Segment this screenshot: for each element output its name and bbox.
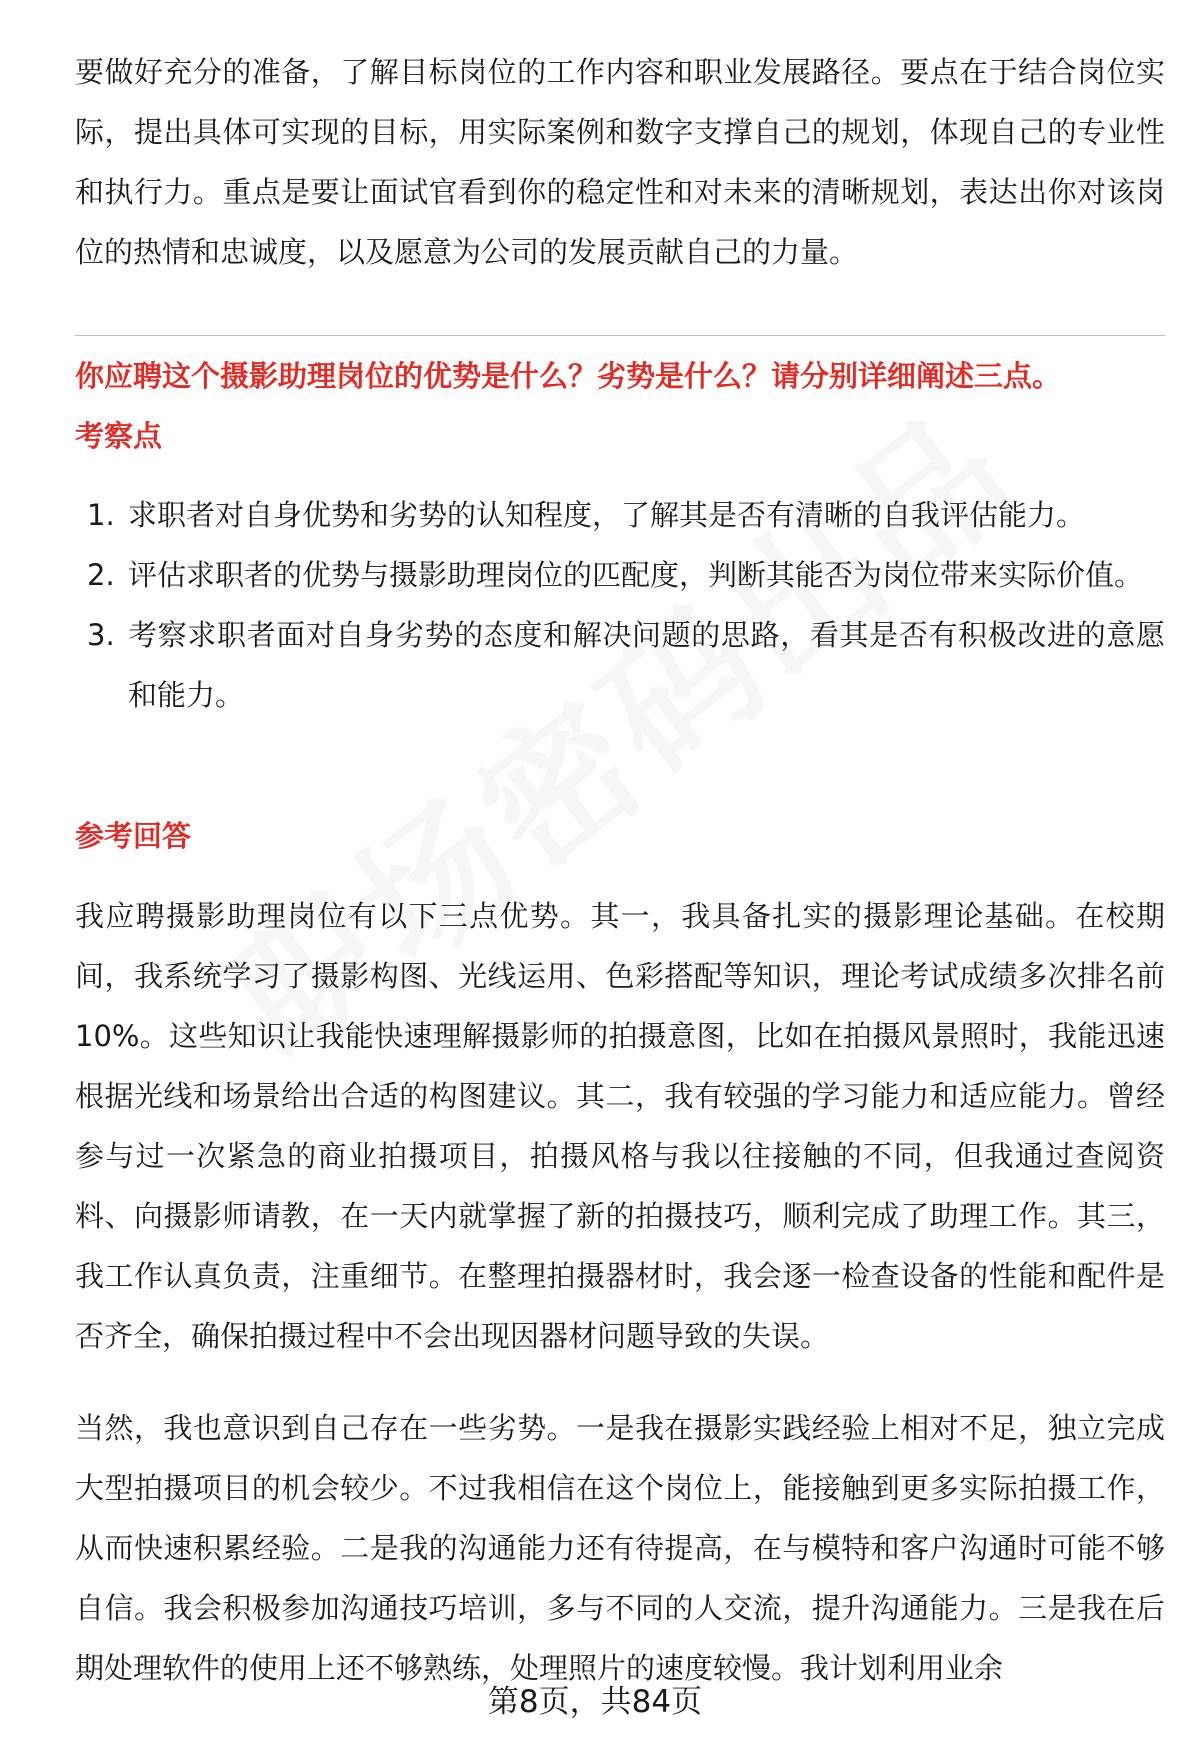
list-item-text: 评估求职者的优势与摄影助理岗位的匹配度，判断其能否为岗位带来实际价值。 <box>128 558 1144 592</box>
list-item <box>75 605 1165 725</box>
page-number: 第8页，共84页 <box>487 1684 703 1720</box>
question-heading: 你应聘这个摄影助理岗位的优势是什么？劣势是什么？请分别详细阐述三点。 <box>75 359 1062 393</box>
section-divider <box>75 335 1165 336</box>
list-item <box>75 545 1165 605</box>
answer-paragraph-weaknesses: 当然，我也意识到自己存在一些劣势。一是我在摄影实践经验上相对不足，独立完成大型拍摄项目的机会较少。不过我相信在这个岗位上，能接触到更多实际拍摄工作，从而快速积累经验。二是我的沟通能力还有待提高，在与模特和客户沟通时可能不够自信。我会积极参加沟通技巧培训，多与不同的人交流，提升沟通能力。三是我在后期处理软件的使用上还不够熟练，处理照片的速度较慢。我计划利用业余 <box>75 1411 1165 1685</box>
list-item-text: 求职者对自身优势和劣势的认知程度，了解其是否有清晰的自我评估能力。 <box>128 498 1086 532</box>
examination-title: 考察点 <box>75 419 163 453</box>
list-item-number: 3. <box>87 618 115 652</box>
examination-points <box>75 485 1165 725</box>
list-item-number: 2. <box>87 558 115 592</box>
list-item <box>75 485 1165 545</box>
list-item-text: 考察求职者面对自身劣势的态度和解决问题的思路，看其是否有积极改进的意愿和能力。 <box>128 618 1165 712</box>
intro-paragraph: 要做好充分的准备，了解目标岗位的工作内容和职业发展路径。要点在于结合岗位实际，提出具体可实现的目标，用实际案例和数字支撑自己的规划，体现自己的专业性和执行力。重点是要让面试官看到你的稳定性和对未来的清晰规划，表达出你对该岗位的热情和忠诚度，以及愿意为公司的发展贡献自己的力量。 <box>75 55 1165 269</box>
reference-answer-title: 参考回答 <box>75 819 192 853</box>
answer-paragraph-strengths: 我应聘摄影助理岗位有以下三点优势。其一，我具备扎实的摄影理论基础。在校期间，我系统学习了摄影构图、光线运用、色彩搭配等知识，理论考试成绩多次排名前 10%。这些知识让我能快速理解摄影师的拍摄意图，比如在拍摄风景照时，我能迅速根据光线和场景给出合适的构图建议。其二，我有较强的学习能力和适应能力。曾经参与过一次紧急的商业拍摄项目，拍摄风格与我以往接触的不同，但我通过查阅资料、向摄影师请教，在一天内就掌握了新的拍摄技巧，顺利完成了助理工作。其三，我工作认真负责，注重细节。在整理拍摄器材时，我会逐一检查设备的性能和配件是否齐全，确保拍摄过程中不会出现因器材问题导致的失误。 <box>75 899 1165 1353</box>
list-item-number: 1. <box>87 498 115 532</box>
